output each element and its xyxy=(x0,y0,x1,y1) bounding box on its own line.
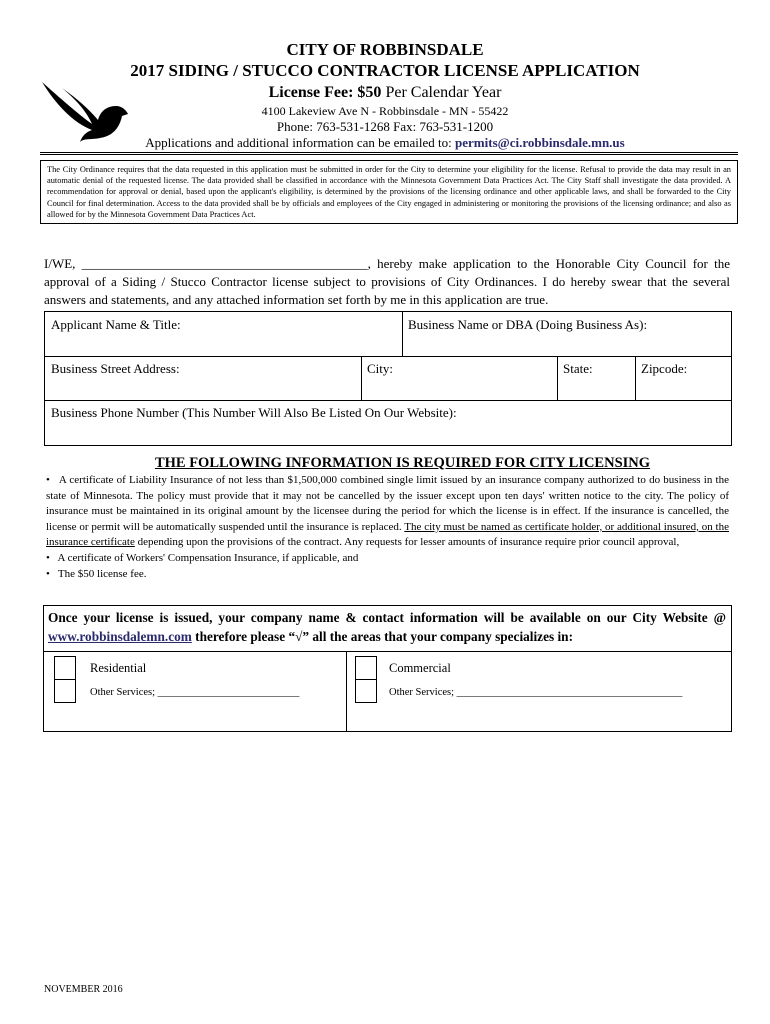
workers-comp-text: A certificate of Workers' Compensation Insurance, if applicable, and xyxy=(57,552,359,565)
city-name: CITY OF ROBBINSDALE xyxy=(286,40,484,59)
other-services-left-label[interactable]: Other Services; ___________________________ xyxy=(90,687,300,698)
specialties-heading xyxy=(48,608,726,647)
business-phone-field[interactable]: Business Phone Number (This Number Will Also Be Listed On Our Website): xyxy=(51,405,457,420)
application-statement: I/WE, ____________________________________________, hereby make application to the Honorable City Council for the approval of a Siding / Stucco Contractor license subject to provisions of City Ordinances. I do hereby swear that the several answers and statements, and any attached information set forth by me in this application are true. xyxy=(44,256,730,308)
email-address[interactable]: permits@ci.robbinsdale.mn.us xyxy=(455,135,625,150)
city-address: 4100 Lakeview Ave N - Robbinsdale - MN - 55422 xyxy=(261,104,509,118)
email-prefix: Applications and additional information can be emailed to: xyxy=(145,135,456,150)
applicant-info-grid xyxy=(44,311,732,446)
certificate-holder-text: The city must be named as certificate holder, or additional insured, on the insurance certificate xyxy=(46,520,729,549)
specialties-box xyxy=(43,605,732,732)
phone-fax: Phone: 763-531-1268 Fax: 763-531-1200 xyxy=(276,119,494,134)
requirement-item: • A certificate of Workers' Compensation Insurance, if applicable, and xyxy=(46,552,359,565)
liability-text: A certificate of Liability Insurance of not less than $1,500,000 combined single limit issued by an insurance company authorized to do business in the state of Minnesota. The policy must provide that it may not be cancelled by the issuer except upon ten days' written notice to the city. The policy of insurance must be maintained in its original amount by the licensee during the period for which the license is in effect. If the insurance is cancelled, the license or permit will be automatically suspended until the insurance is replaced. xyxy=(46,474,729,533)
street-address-field[interactable]: Business Street Address: xyxy=(51,361,180,376)
requirements-list xyxy=(46,473,729,582)
email-line xyxy=(0,135,770,151)
state-field[interactable]: State: xyxy=(563,361,593,376)
requirement-item: • The $50 license fee. xyxy=(46,567,147,580)
other-services-right-label[interactable]: Other Services; ___________________________________________ xyxy=(389,687,683,698)
residential-checkbox[interactable] xyxy=(54,656,76,680)
specialties-heading-b: therefore please “√” all the areas that your company specializes in: xyxy=(191,629,573,645)
fee-suffix: Per Calendar Year xyxy=(381,84,502,101)
other-services-right-checkbox[interactable] xyxy=(355,679,377,703)
footer-date: NOVEMBER 2016 xyxy=(44,984,123,995)
form-title: 2017 SIDING / STUCCO CONTRACTOR LICENSE APPLICATION xyxy=(130,61,640,80)
privacy-notice: The City Ordinance requires that the data requested in this application must be submitted in order for the City to determine your eligibility for the license. Refusal to provide the data may result in an automatic denial of the requested license. The data provided shall be classified in accordance with the Minnesota Government Data Practices Act. The City Staff shall investigate the data provided. A recommendation for approval or denial, based upon the applicant's eligibility, is determined by the provisions of the licensing ordinance and other applicable laws, and shall be forwarded to the City Council for final determination. Access to the data provided shall be by officials and employees of the City engaged in administering or monitoring the provisions of the licensing ordinance; and also as allowed for by the Minnesota Government Data Practices Act. xyxy=(40,160,738,224)
divider xyxy=(346,651,347,731)
liability-text-cont: depending upon the provisions of the contract. Any requests for lesser amounts of insurance require prior council approval, xyxy=(134,536,680,549)
fee-amount: License Fee: $50 xyxy=(268,84,382,101)
business-name-field[interactable]: Business Name or DBA (Doing Business As): xyxy=(408,317,648,332)
requirement-item: • A certificate of Liability Insurance of not less than $1,500,000 combined single limit issued by an insurance company authorized to do business in the state of Minnesota. The policy must provide that it may not be cancelled by the issuer except upon ten days' written notice to the city. The policy of insurance must be maintained in its original amount by the licensee during the period for which the license is in effect. If the insurance is cancelled, the license or permit will be automatically suspended until the insurance is replaced. The city must be named as certificate holder, or additional insured, on the insurance certificate depending upon the provisions of the contract. Any requests for lesser amounts of insurance require prior council approval, xyxy=(46,474,729,549)
divider xyxy=(44,651,731,652)
requirements-heading: THE FOLLOWING INFORMATION IS REQUIRED FOR CITY LICENSING xyxy=(154,455,651,471)
applicant-name-field[interactable]: Applicant Name & Title: xyxy=(51,317,181,332)
commercial-label: Commercial xyxy=(389,661,451,675)
city-field[interactable]: City: xyxy=(367,361,394,376)
zipcode-field[interactable]: Zipcode: xyxy=(641,361,688,376)
residential-label: Residential xyxy=(90,661,147,675)
header-divider xyxy=(40,152,738,155)
other-services-left-checkbox[interactable] xyxy=(54,679,76,703)
license-fee xyxy=(0,84,770,102)
license-fee-text: The $50 license fee. xyxy=(57,567,147,580)
website-link[interactable]: www.robbinsdalemn.com xyxy=(48,629,192,645)
specialties-heading-a: Once your license is issued, your company name & contact information will be available on our City Website @ xyxy=(48,610,726,625)
divider xyxy=(402,312,403,356)
commercial-checkbox[interactable] xyxy=(355,656,377,680)
